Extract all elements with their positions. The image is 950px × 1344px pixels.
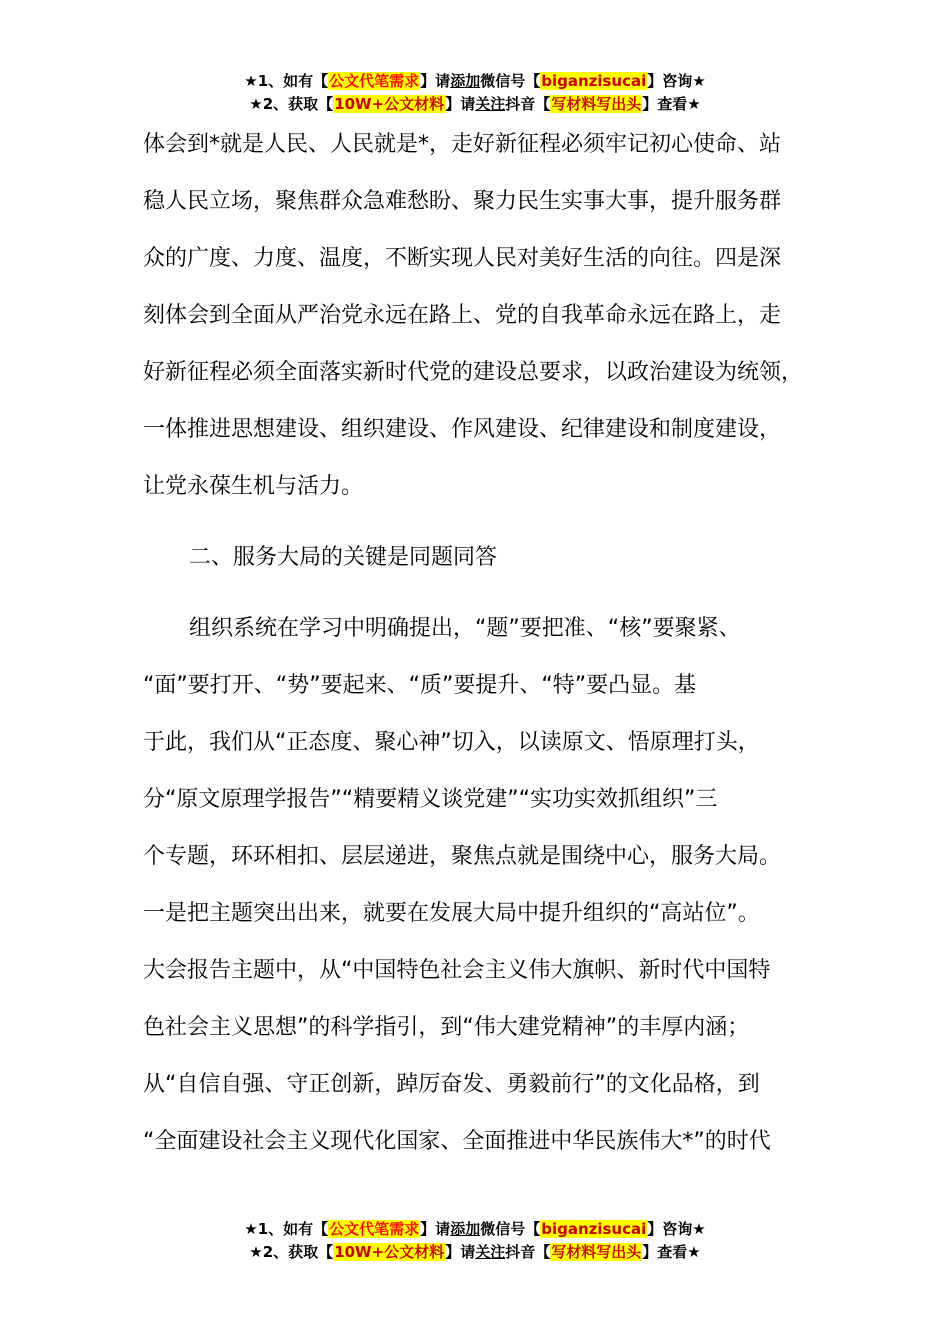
- highlight-service: 公文代笔需求: [329, 72, 420, 90]
- banner-text: 抖音【: [505, 1243, 551, 1261]
- paragraph-gap: [143, 586, 833, 600]
- underlined-text: 添加: [450, 1220, 481, 1238]
- body-line: 大会报告主题中，从“中国特色社会主义伟大旗帜、新时代中国特: [143, 958, 771, 983]
- highlight-materials: 10W+公文材料: [334, 1243, 445, 1261]
- banner-text: 】请: [445, 1243, 476, 1261]
- highlight-douyin: 写材料写出头: [551, 95, 642, 113]
- footer-banner: [0, 1218, 950, 1264]
- document-body: [143, 116, 833, 1170]
- body-line: “全面建设社会主义现代化国家、全面推进中华民族伟大*”的时代: [143, 1129, 771, 1154]
- body-line: “面”要打开、“势”要起来、“质”要提升、“特”要凸显。基: [143, 673, 697, 698]
- body-line: 好新征程必须全面落实新时代党的建设总要求，以政治建设为统领，: [143, 360, 804, 385]
- banner-text: 】咨询★: [647, 1220, 706, 1238]
- highlight-materials: 10W+公文材料: [334, 95, 445, 113]
- banner-text: ★2、获取【: [249, 1243, 334, 1261]
- body-line: 让党永葆生机与活力。: [143, 474, 364, 499]
- banner-text: 微信号【: [480, 1220, 541, 1238]
- banner-text: 】查看★: [642, 1243, 701, 1261]
- body-line: 色社会主义思想”的科学指引，到“伟大建党精神”的丰厚内涵；: [143, 1015, 750, 1040]
- banner-text: ★1、如有【: [244, 72, 329, 90]
- body-line: 分“原文原理学报告”“精要精义谈党建”“实功实效抓组织”三: [143, 787, 718, 812]
- body-line: 从“自信自强、守正创新，踔厉奋发、勇毅前行”的文化品格，到: [143, 1072, 760, 1097]
- paragraph-gap: [143, 515, 833, 529]
- body-line: 组织系统在学习中明确提出，“题”要把准、“核”要聚紧、: [189, 616, 741, 641]
- body-line: 一是把主题突出出来，就要在发展大局中提升组织的“高站位”。: [143, 901, 760, 926]
- header-banner: [0, 70, 950, 116]
- banner-text: 抖音【: [505, 95, 551, 113]
- banner-text: 】请: [420, 1220, 451, 1238]
- body-line: 一体推进思想建设、组织建设、作风建设、纪律建设和制度建设，: [143, 417, 782, 442]
- body-line: 众的广度、力度、温度，不断实现人民对美好生活的向往。四是深: [143, 246, 782, 271]
- highlight-wechat-id: biganzisucai: [541, 1220, 647, 1238]
- section-heading: 二、服务大局的关键是同题同答: [189, 545, 498, 570]
- banner-text: 】查看★: [642, 95, 701, 113]
- banner-text: 】咨询★: [647, 72, 706, 90]
- highlight-wechat-id: biganzisucai: [541, 72, 647, 90]
- highlight-service: 公文代笔需求: [329, 1220, 420, 1238]
- banner-text: 】请: [420, 72, 451, 90]
- body-line: 体会到*就是人民、人民就是*，走好新征程必须牢记初心使命、站: [143, 132, 782, 157]
- underlined-text: 添加: [450, 72, 481, 90]
- banner-line-1: [0, 70, 950, 93]
- banner-line-2: [0, 1241, 950, 1264]
- body-line: 于此，我们从“正态度、聚心神”切入，以读原文、悟原理打头，: [143, 730, 760, 755]
- banner-text: ★1、如有【: [244, 1220, 329, 1238]
- banner-text: 微信号【: [480, 72, 541, 90]
- banner-line-1: [0, 1218, 950, 1241]
- body-line: 刻体会到全面从严治党永远在路上、党的自我革命永远在路上，走: [143, 303, 782, 328]
- underlined-text: 关注: [475, 1243, 506, 1261]
- banner-line-2: [0, 93, 950, 116]
- body-line: 稳人民立场，聚焦群众急难愁盼、聚力民生实事大事，提升服务群: [143, 189, 782, 214]
- banner-text: 】请: [445, 95, 476, 113]
- highlight-douyin: 写材料写出头: [551, 1243, 642, 1261]
- body-line: 个专题，环环相扣、层层递进，聚焦点就是围绕中心，服务大局。: [143, 844, 782, 869]
- banner-text: ★2、获取【: [249, 95, 334, 113]
- underlined-text: 关注: [475, 95, 506, 113]
